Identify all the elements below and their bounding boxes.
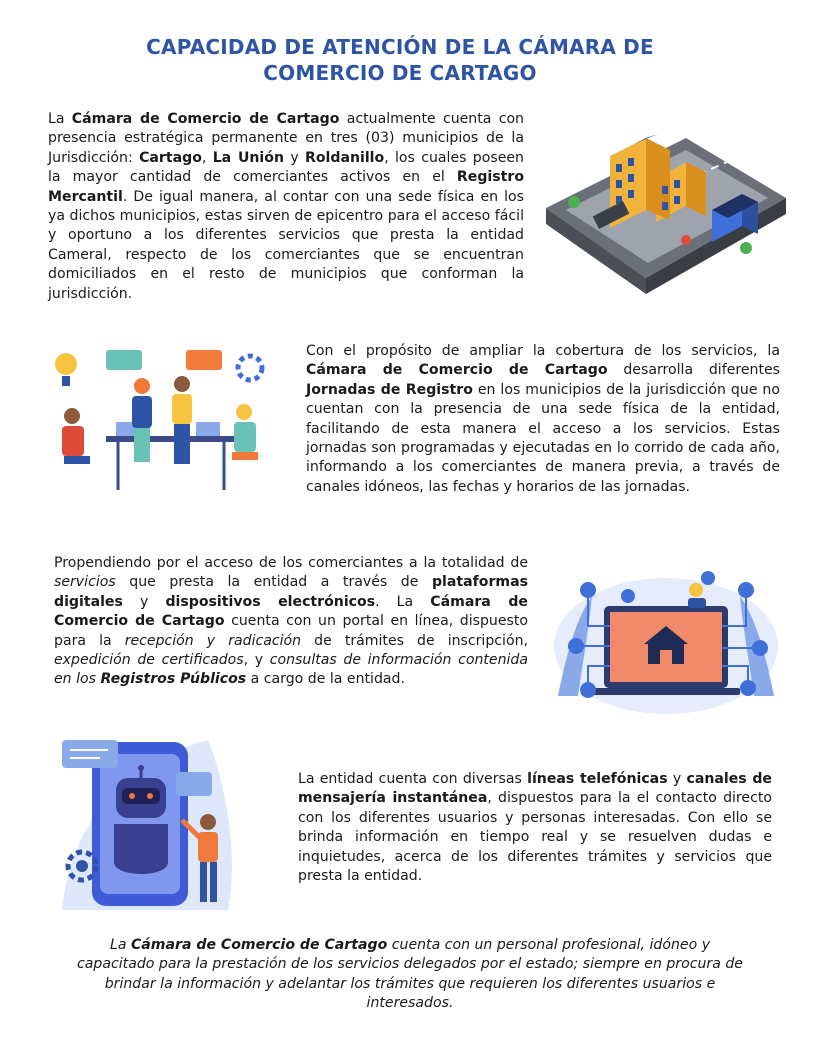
paragraph-plataformas: Propendiendo por el acceso de los comerciantes a la totalidad de servicios que presta la entidad a través de plataformas digitales y dispositivos electrónicos. La Cámara de Comercio de Cartago cuenta con un portal en línea, dispuesto para la recepción y radicación de trámites de inscripción, expedición de certificados, y consultas de información contenida en los Registros Públicos a cargo de la entidad. (54, 555, 529, 688)
paragraph-lineas-telefonicas: La entidad cuenta con diversas líneas telefónicas y canales de mensajería instantánea, dispuestos para la el contacto directo con los diferentes usuarios y personas interesadas. Con ello se brinda información en tiempo real y se resuelven dudas e inquietudes, acerca de los diferentes trámites y servicios que presta la entidad. (298, 771, 772, 885)
city-buildings-illustration (536, 98, 792, 304)
chatbot-phone-illustration (58, 730, 254, 912)
page-title-line-1: CAPACIDAD DE ATENCIÓN DE LA CÁMARA DE (146, 35, 654, 59)
paragraph-sedes: La Cámara de Comercio de Cartago actualmente cuenta con presencia estratégica permanente en tres (03) municipios de la Jurisdicción: Cartago, La Unión y Roldanillo, los cuales poseen la mayor cantidad de comerciantes activos en el Registro Mercantil. De igual manera, al contar con una sede física en los ya dichos municipios, estas sirven de epicentro para el acceso fácil y oportuno a los diferentes servicios que presta la entidad Cameral, respecto de los comerciantes que se encuentran domiciliados en el resto de municipios que conforman la jurisdicción. (48, 111, 524, 302)
page-title (60, 34, 740, 86)
page-title-line-2: COMERCIO DE CARTAGO (263, 61, 537, 85)
online-portal-illustration (548, 556, 784, 716)
closing-statement: La Cámara de Comercio de Cartago cuenta con un personal profesional, idóneo y capacitado para la prestación de los servicios delegados por el estado; siempre en procura de brindar la información y adelantar los trámites que requieren los diferentes usuarios e interesados. (77, 937, 743, 1012)
team-meeting-illustration (46, 340, 276, 500)
paragraph-jornadas: Con el propósito de ampliar la cobertura de los servicios, la Cámara de Comercio de Cartago desarrolla diferentes Jornadas de Registro en los municipios de la jurisdicción que no cuentan con la presencia de una sede física de la entidad, facilitando de esta manera el acceso a los servicios. Estas jornadas son programadas y ejecutadas en lo corrido de cada año, informando a los comerciantes de manera previa, a través de canales idóneos, las fechas y horarios de las jornadas. (306, 343, 780, 495)
